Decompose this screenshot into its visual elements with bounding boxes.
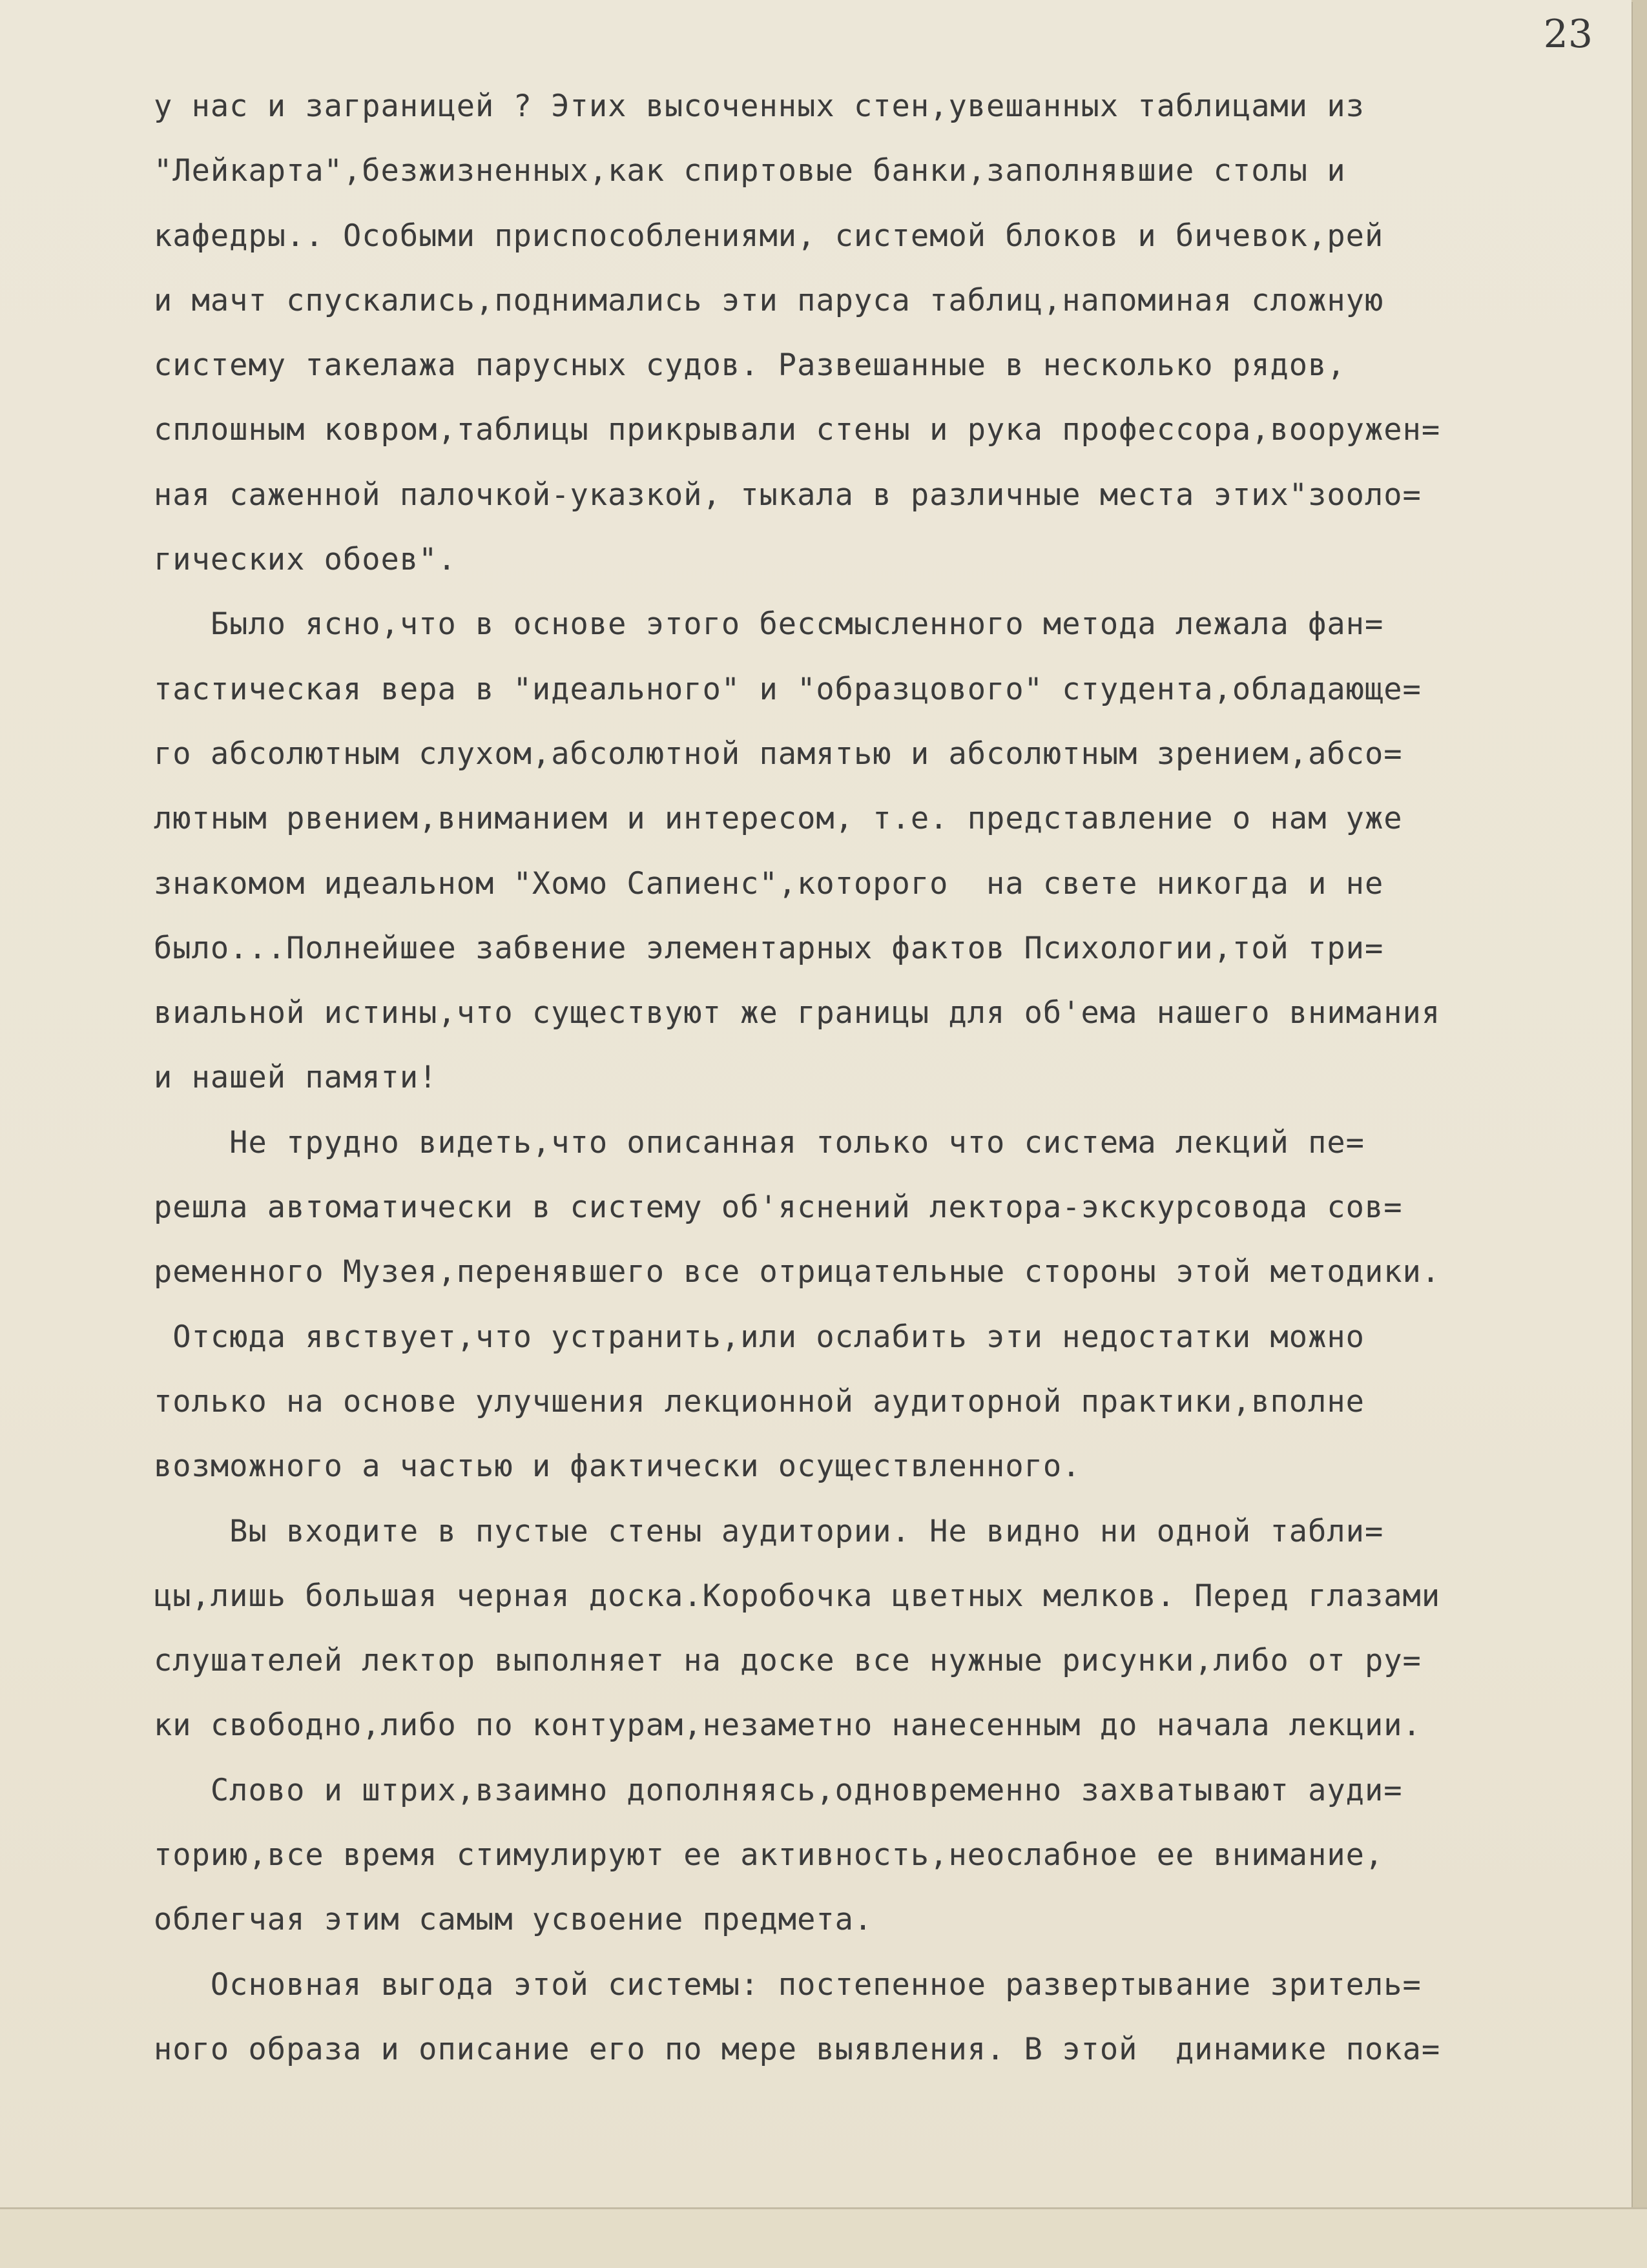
text-line: у нас и заграницей ? Этих высоченных стен,увешанных таблицами из bbox=[154, 88, 1365, 124]
text-line: го абсолютным слухом,абсолютной памятью и абсолютным зрением,абсо= bbox=[154, 736, 1403, 772]
text-line: Основная выгода этой системы: постепенное развертывание зритель= bbox=[154, 1966, 1422, 2003]
text-line: торию,все время стимулируют ее активность,неослабное ее внимание, bbox=[154, 1837, 1384, 1873]
text-line: решла автоматически в систему об'яснений лектора-экскурсовода сов= bbox=[154, 1190, 1403, 1226]
text-line: кафедры.. Особыми приспособлениями, системой блоков и бичевок,рей bbox=[154, 218, 1384, 254]
text-line: гических обоев". bbox=[154, 542, 457, 578]
text-line: возможного а частью и фактически осуществленного. bbox=[154, 1448, 1081, 1485]
text-line: Было ясно,что в основе этого бессмысленного метода лежала фан= bbox=[154, 606, 1384, 643]
text-line: виальной истины,что существуют же границы для об'ема нашего внимания bbox=[154, 995, 1441, 1031]
text-line: было...Полнейшее забвение элементарных фактов Психологии,той три= bbox=[154, 930, 1384, 966]
text-line: Отсюда явствует,что устранить,или ослабить эти недостатки можно bbox=[154, 1319, 1365, 1355]
text-line: цы,лишь большая черная доска.Коробочка цветных мелков. Перед глазами bbox=[154, 1578, 1441, 1614]
text-line: только на основе улучшения лекционной аудиторной практики,вполне bbox=[154, 1383, 1365, 1419]
text-line: и нашей памяти! bbox=[154, 1060, 438, 1096]
text-line: сплошным ковром,таблицы прикрывали стены и рука профессора,вооружен= bbox=[154, 412, 1441, 448]
text-line: слушателей лектор выполняет на доске все нужные рисунки,либо от ру= bbox=[154, 1643, 1422, 1679]
text-line: знакомом идеальном "Хомо Сапиенс",которого на свете никогда и не bbox=[154, 865, 1384, 902]
page-number: 23 bbox=[1543, 12, 1593, 57]
text-line: Вы входите в пустые стены аудитории. Не видно ни одной табли= bbox=[154, 1513, 1384, 1549]
text-line: и мачт спускались,поднимались эти паруса таблиц,напоминая сложную bbox=[154, 282, 1384, 318]
text-line: тастическая вера в "идеального" и "образцового" студента,обладающе= bbox=[154, 671, 1422, 707]
underlying-page-edge bbox=[0, 2207, 1647, 2268]
text-line: "Лейкарта",безжизненных,как спиртовые банки,заполнявшие столы и bbox=[154, 153, 1346, 189]
body-text bbox=[154, 74, 1633, 2082]
text-line: облегчая этим самым усвоение предмета. bbox=[154, 1902, 873, 1938]
text-line: лютным рвением,вниманием и интересом, т.е. представление о нам уже bbox=[154, 801, 1403, 837]
text-line: Слово и штрих,взаимно дополняясь,одновременно захватывают ауди= bbox=[154, 1772, 1403, 1808]
text-line: ременного Музея,перенявшего все отрицательные стороны этой методики. bbox=[154, 1254, 1441, 1290]
text-line: систему такелажа парусных судов. Развешанные в несколько рядов, bbox=[154, 347, 1346, 384]
text-line: ного образа и описание его по мере выявления. В этой динамике пока= bbox=[154, 2031, 1441, 2067]
text-line: ки свободно,либо по контурам,незаметно нанесенным до начала лекции. bbox=[154, 1707, 1422, 1744]
text-line: Не трудно видеть,что описанная только что система лекций пе= bbox=[154, 1124, 1365, 1160]
text-line: ная саженной палочкой-указкой, тыкала в различные места этих"зооло= bbox=[154, 477, 1422, 513]
